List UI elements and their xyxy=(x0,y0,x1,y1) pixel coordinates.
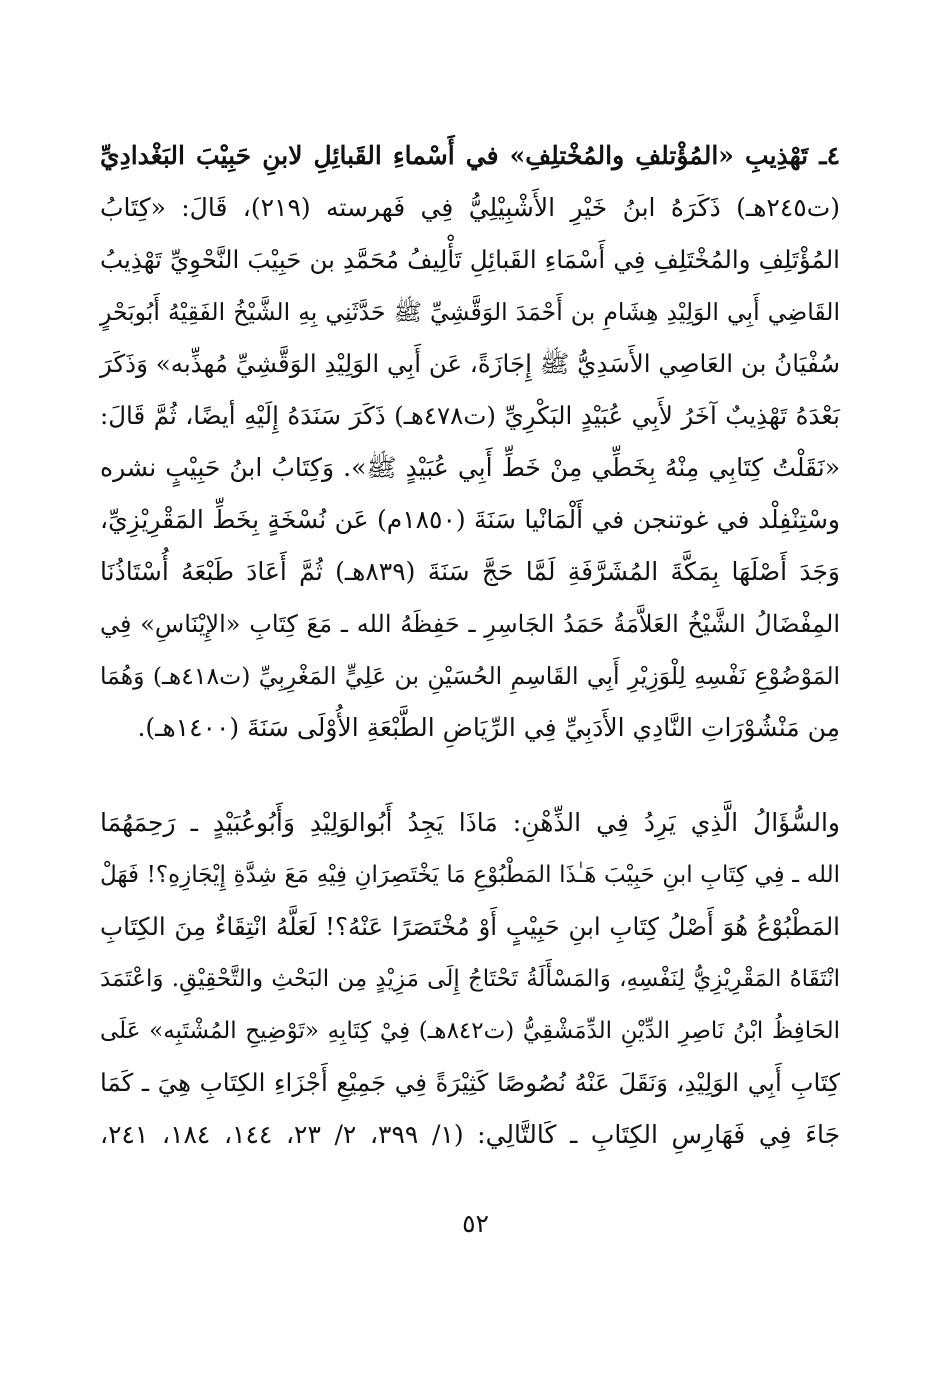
text-line: وَجَدَ أَصْلَهَا بِمَكَّةَ المُشَرَّفَةِ لَمَّا حَجَّ سَنَةَ (٨٣٩هـ) ثُمَّ أَعَادَ طَبْعَهُ أُسْتَاذُنَا xyxy=(100,557,840,586)
text-line: (ت٢٤٥هـ) ذَكَرَهُ ابنُ خَيْرِ الأَشْبِيْلِيُّ فِي فَهرسته (٢١٩)، قَالَ: «كِتَابُ xyxy=(100,193,841,222)
text-line: القَاضِي أَبِي الوَلِيْدِ هِشَامِ بن أَحْمَدَ الوَقَّشِيِّ ﷺ حَدَّثَنِي بِهِ الشَّيْخُ الفَقِيْهُ أَبُوبَحْرٍ xyxy=(100,298,840,326)
text-line: الله ـ فِي كِتَابِ ابنِ حَبِيْبَ هَـٰذَا المَطْبُوْعِ مَا يَخْتَصِرَانِ فِيْهِ مَعَ شِدَّةِ إِيْجَازِهِ؟! فَهَلْ xyxy=(100,862,840,888)
paragraph-entry-4 xyxy=(100,130,840,754)
text-line: انْتَقَاهُ المَقْرِيْزِيُّ لِنَفْسِهِ، وَالمَسْأَلَةُ تَحْتَاجُ إِلَى مَزِيْدٍ مِن البَحْثِ والتَّحْقِيْقِ. وَاعْتَمَدَ xyxy=(100,966,840,992)
text-line: وسْتِنْفِلْد في غوتنجن في أَلْمَانْيا سَنَةَ (١٨٥٠م) عَن نُسْخَةٍ بِخَطِّ المَقْرِيْزِيِّ، xyxy=(100,505,840,534)
entry-heading-line: ٤ـ تَهْذِيبِ «المُؤْتلفِ والمُخْتلِفِ» في أَسْماءِ القَبائِلِ لابنِ حَبِيْبَ البَغْدادِيِّ xyxy=(100,141,840,170)
page-number: ٥٢ xyxy=(462,1209,489,1238)
text-line: المَطْبُوْعُ هُوَ أَصْلُ كِتَابِ ابنِ حَبِيْبٍ أَوْ مُخْتَصَرًا عَنْهُ؟! لَعَلَّهُ انْتِقَاءٌ مِنَ الكِتَابِ xyxy=(100,912,840,941)
text-line: «نَقَلْتُ كِتَابِي مِنْهُ بِخَطِّي مِنْ خَطِّ أَبِي عُبَيْدٍ ﷺ». وَكِتَابُ ابنُ حَبِيْبٍ نشره xyxy=(100,453,840,482)
text-line: كِتَابِ أَبِي الوَلِيْدِ، وَنَقَلَ عَنْهُ نُصُوصًا كَثِيْرَةً فِي جَمِيْعِ أَجْزَاءِ الكِتَابِ هِيَ ـ كَمَا xyxy=(100,1068,840,1097)
text-line: مِن مَنْشُوْرَاتِ النَّادِي الأَدَبِيِّ فِي الرِّيَاضِ الطَّبْعَةِ الأُوْلَى سَنَةَ (١٤٠٠هـ). xyxy=(137,713,840,742)
text-line: بَعْدَهُ تَهْذِيبٌ آخَرُ لأَبِي عُبَيْدٍ البَكْرِيِّ (ت٤٧٨هـ) ذَكَرَ سَنَدَهُ إِلَيْهِ أيضًا، ثُمَّ قَالَ: xyxy=(100,401,841,430)
text-line: المُؤْتَلِفِ والمُخْتَلِفِ فِي أَسْمَاءِ القَبائِلِ تَأْلِيفُ مُحَمَّدِ بن حَبِيْبَ النَّحْوِيِّ تَهْذِيبُ xyxy=(100,245,840,274)
text-line: الحَافِظُ ابْنُ نَاصِرِ الدِّيْنِ الدِّمَشْقِيُّ (ت٨٤٢هـ) فِيْ كِتَابِهِ «تَوْضِيحِ المُشْتَبِه» عَلَى xyxy=(100,1018,840,1044)
text-line: سُفْيَانُ بن العَاصِي الأَسَدِيُّ ﷺ إِجَازَةً، عَن أَبِي الوَلِيْدِ الوَقَّشِيِّ مُهذِّبه» وَذَكَرَ xyxy=(100,349,840,378)
text-line: والسُّؤَالُ الَّذِي يَرِدُ فِي الذِّهْنِ: مَاذَا يَجِدُ أَبُوالوَلِيْدِ وَأَبُوعُبَيْدٍ ـ رَحِمَهُمَا xyxy=(100,808,840,837)
paragraph-question xyxy=(100,797,840,1161)
text-line: جَاءَ فِي فَهَارِسِ الكِتَابِ ـ كَالتَّالِي: (١/ ٣٩٩، ٢/ ٢٣، ١٤٤، ١٨٤، ٢٤١، xyxy=(100,1120,841,1149)
text-line: المَوْضُوْعِ نَفْسِهِ لِلْوَزِيْرِ أَبِي القَاسِمِ الحُسَيْنِ بن عَلِيٍّ المَغْرِبِيِّ (ت٤١٨هـ) وَهُمَا xyxy=(100,662,841,690)
text-line: المِفْضَالُ الشَّيْخُ العَلاَّمَةُ حَمَدُ الجَاسِرِ ـ حَفِظَهُ الله ـ مَعَ كِتَابِ «الإِيْنَاسِ» فِي xyxy=(100,610,840,638)
